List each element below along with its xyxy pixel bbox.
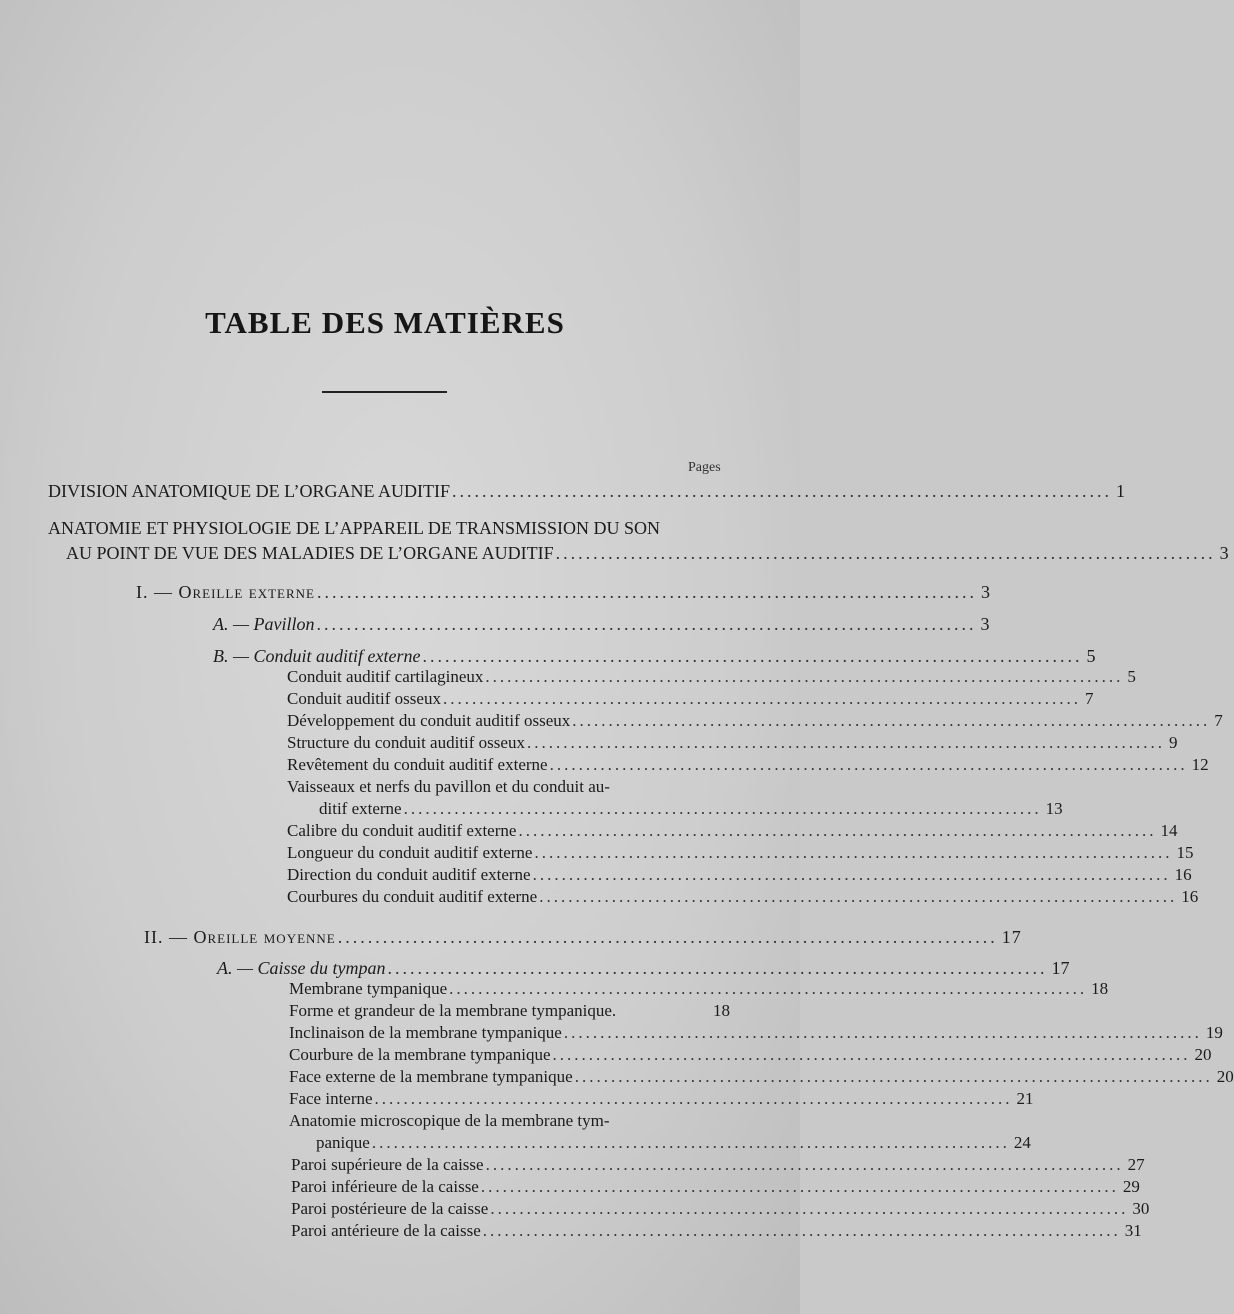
toc-entry-page: 17	[1001, 927, 1022, 947]
leader-dots: ........................................................................................	[403, 799, 1042, 818]
leader-dots: ........................................................................................	[518, 821, 1157, 840]
toc-entry-page: 5	[1127, 667, 1136, 686]
toc-entry-text: Calibre du conduit auditif externe	[287, 821, 517, 840]
leader-dots: ........................................................................................	[490, 1199, 1129, 1218]
toc-entry[interactable]	[287, 887, 1199, 907]
toc-entry[interactable]	[319, 799, 1063, 819]
toc-entry-text: Vaisseaux et nerfs du pavillon et du conduit au-	[287, 777, 610, 796]
toc-entry-page: 16	[1181, 887, 1199, 906]
leader-dots: ........................................................................................	[532, 865, 1171, 884]
leader-dots: ........................................................................................	[316, 582, 977, 602]
toc-entry-page: 9	[1168, 733, 1178, 752]
leader-dots: ........................................................................................	[574, 1067, 1213, 1086]
toc-entry-page: 7	[1214, 711, 1223, 730]
toc-entry[interactable]	[291, 1221, 1142, 1241]
toc-entry-page: 7	[1084, 689, 1094, 708]
toc-entry-text: Conduit auditif cartilagineux	[287, 667, 484, 686]
toc-entry[interactable]	[287, 843, 1194, 863]
page-title: TABLE DES MATIÈRES	[205, 305, 565, 340]
toc-entry-page: 1	[1116, 481, 1125, 501]
leader-dots: ........................................................................................	[482, 1221, 1121, 1240]
toc-entry[interactable]	[287, 689, 1094, 709]
toc-entry-text: Courbure de la membrane tympanique	[289, 1045, 551, 1064]
leader-dots: ........................................................................................	[480, 1177, 1119, 1196]
leader-dots: ........................................................................................	[572, 711, 1211, 730]
toc-entry-text: panique	[316, 1133, 370, 1152]
toc-entry[interactable]	[66, 543, 1229, 564]
toc-entry-page: 16	[1174, 865, 1192, 884]
toc-entry-page: 30	[1132, 1199, 1150, 1218]
toc-entry-page: 15	[1176, 843, 1194, 862]
toc-entry-page: 29	[1122, 1177, 1140, 1196]
toc-entry-page: 13	[1045, 799, 1063, 818]
toc-entry-text: ANATOMIE ET PHYSIOLOGIE DE L’APPAREIL DE TRANSMISSION DU SON	[48, 518, 661, 538]
toc-entry-page: 5	[1086, 646, 1096, 666]
toc-entry-text: Courbures du conduit auditif externe	[287, 887, 538, 906]
toc-subsection-entry[interactable]	[213, 614, 990, 635]
leader-dots: ........................................................................................	[449, 979, 1088, 998]
toc-entry-text: Structure du conduit auditif osseux	[287, 733, 525, 752]
toc-entry-page: 12	[1191, 755, 1209, 774]
toc-entry-text: Paroi antérieure de la caisse	[291, 1221, 481, 1240]
toc-entry[interactable]	[287, 865, 1192, 885]
toc-entry-text: Anatomie microscopique de la membrane tym-	[289, 1111, 610, 1130]
leader-dots: ........................................................................................	[452, 481, 1112, 501]
leader-dots: ........................................................................................	[387, 958, 1048, 978]
leader-dots: ........................................................................................	[442, 689, 1081, 708]
leader-dots: ........................................................................................	[374, 1089, 1013, 1108]
leader-dots: ........................................................................................	[555, 543, 1216, 563]
toc-entry-text: Inclinaison de la membrane tympanique	[289, 1023, 562, 1042]
toc-entry-text: Paroi postérieure de la caisse	[291, 1199, 489, 1218]
leader-dots: ........................................................................................	[563, 1023, 1202, 1042]
toc-entry[interactable]	[287, 733, 1178, 753]
toc-entry-text: A. — Pavillon	[213, 614, 315, 634]
toc-entry[interactable]	[287, 821, 1178, 841]
toc-subsection-entry[interactable]	[217, 958, 1070, 979]
toc-entry-text: I. — Oreille externe	[136, 582, 315, 602]
leader-dots: ........................................................................................	[337, 927, 998, 947]
toc-entry-text: Longueur du conduit auditif externe	[287, 843, 533, 862]
toc-entry[interactable]	[287, 755, 1209, 775]
toc-entry-text: Paroi supérieure de la caisse	[291, 1155, 484, 1174]
toc-entry-text: B. — Conduit auditif externe	[213, 646, 421, 666]
toc-entry-text: Forme et grandeur de la membrane tympanique.	[289, 1001, 617, 1020]
title-rule	[322, 391, 447, 393]
toc-entry-page: 20	[1194, 1045, 1212, 1064]
toc-entry-text: AU POINT DE VUE DES MALADIES DE L’ORGANE AUDITIF	[66, 543, 554, 563]
toc-entry-page: 27	[1127, 1155, 1145, 1174]
toc-entry[interactable]	[287, 667, 1136, 687]
toc-entry-text: Développement du conduit auditif osseux	[287, 711, 571, 730]
toc-entry-text: ditif externe	[319, 799, 402, 818]
toc-section-entry[interactable]	[136, 582, 991, 603]
toc-entry-line1[interactable]	[48, 518, 730, 539]
leader-dots: ........................................................................................	[422, 646, 1083, 666]
toc-entry-text: DIVISION ANATOMIQUE DE L’ORGANE AUDITIF	[48, 481, 450, 501]
leader-dots: ........................................................................................	[552, 1045, 1191, 1064]
toc-entry[interactable]	[48, 481, 1125, 502]
leader-dots: ........................................................................................	[485, 667, 1124, 686]
toc-entry-page: 17	[1051, 958, 1070, 978]
leader-dots: ........................................................................................	[534, 843, 1173, 862]
toc-entry-text: Paroi inférieure de la caisse	[291, 1177, 479, 1196]
toc-entry-page: 18	[1091, 979, 1109, 998]
toc-entry-text: II. — Oreille moyenne	[144, 927, 336, 947]
leader-dots: ........................................................................................	[316, 614, 977, 634]
toc-entry-text: Conduit auditif osseux	[287, 689, 441, 708]
toc-entry[interactable]	[291, 1199, 1150, 1219]
leader-dots: ........................................................................................	[485, 1155, 1124, 1174]
toc-entry-page: 31	[1124, 1221, 1142, 1240]
toc-entry-page: 18	[713, 1001, 730, 1020]
toc-entry[interactable]	[289, 1001, 730, 1021]
leader-dots: ........................................................................................	[549, 755, 1188, 774]
toc-entry-text: Membrane tympanique	[289, 979, 448, 998]
toc-entry-text: Revêtement du conduit auditif externe	[287, 755, 548, 774]
toc-entry-text: Face externe de la membrane tympanique	[289, 1067, 573, 1086]
toc-entry-text: A. — Caisse du tympan	[217, 958, 386, 978]
toc-entry[interactable]	[287, 711, 1223, 731]
toc-entry[interactable]	[289, 1089, 1034, 1109]
toc-entry-line1[interactable]	[289, 1111, 730, 1131]
toc-section-entry[interactable]	[144, 927, 1022, 948]
pages-column-label: Pages	[688, 460, 721, 475]
toc-entry[interactable]	[291, 1155, 1145, 1175]
toc-entry[interactable]	[291, 1177, 1140, 1197]
toc-entry-page: 24	[1013, 1133, 1031, 1152]
toc-entry-page: 21	[1016, 1089, 1034, 1108]
toc-entry[interactable]	[316, 1133, 1031, 1153]
toc-entry-page: 3	[980, 582, 991, 602]
toc-entry[interactable]	[289, 1023, 1223, 1043]
toc-entry-page: 3	[1219, 543, 1229, 563]
toc-subsection-entry[interactable]	[213, 646, 1096, 667]
toc-entry-line1[interactable]	[287, 777, 730, 797]
toc-entry[interactable]	[289, 979, 1109, 999]
toc-entry[interactable]	[289, 1045, 1212, 1065]
toc-entry-text: Direction du conduit auditif externe	[287, 865, 531, 884]
toc-entry-page: 3	[980, 614, 990, 634]
toc-entry-page: 20	[1216, 1067, 1234, 1086]
toc-entry-page: 14	[1160, 821, 1178, 840]
leader-dots: ........................................................................................	[539, 887, 1178, 906]
leader-dots: ........................................................................................	[371, 1133, 1010, 1152]
leader-dots: ........................................................................................	[526, 733, 1165, 752]
toc-entry-text: Face interne	[289, 1089, 373, 1108]
toc-entry-page: 19	[1205, 1023, 1223, 1042]
toc-entry[interactable]	[289, 1067, 1234, 1087]
